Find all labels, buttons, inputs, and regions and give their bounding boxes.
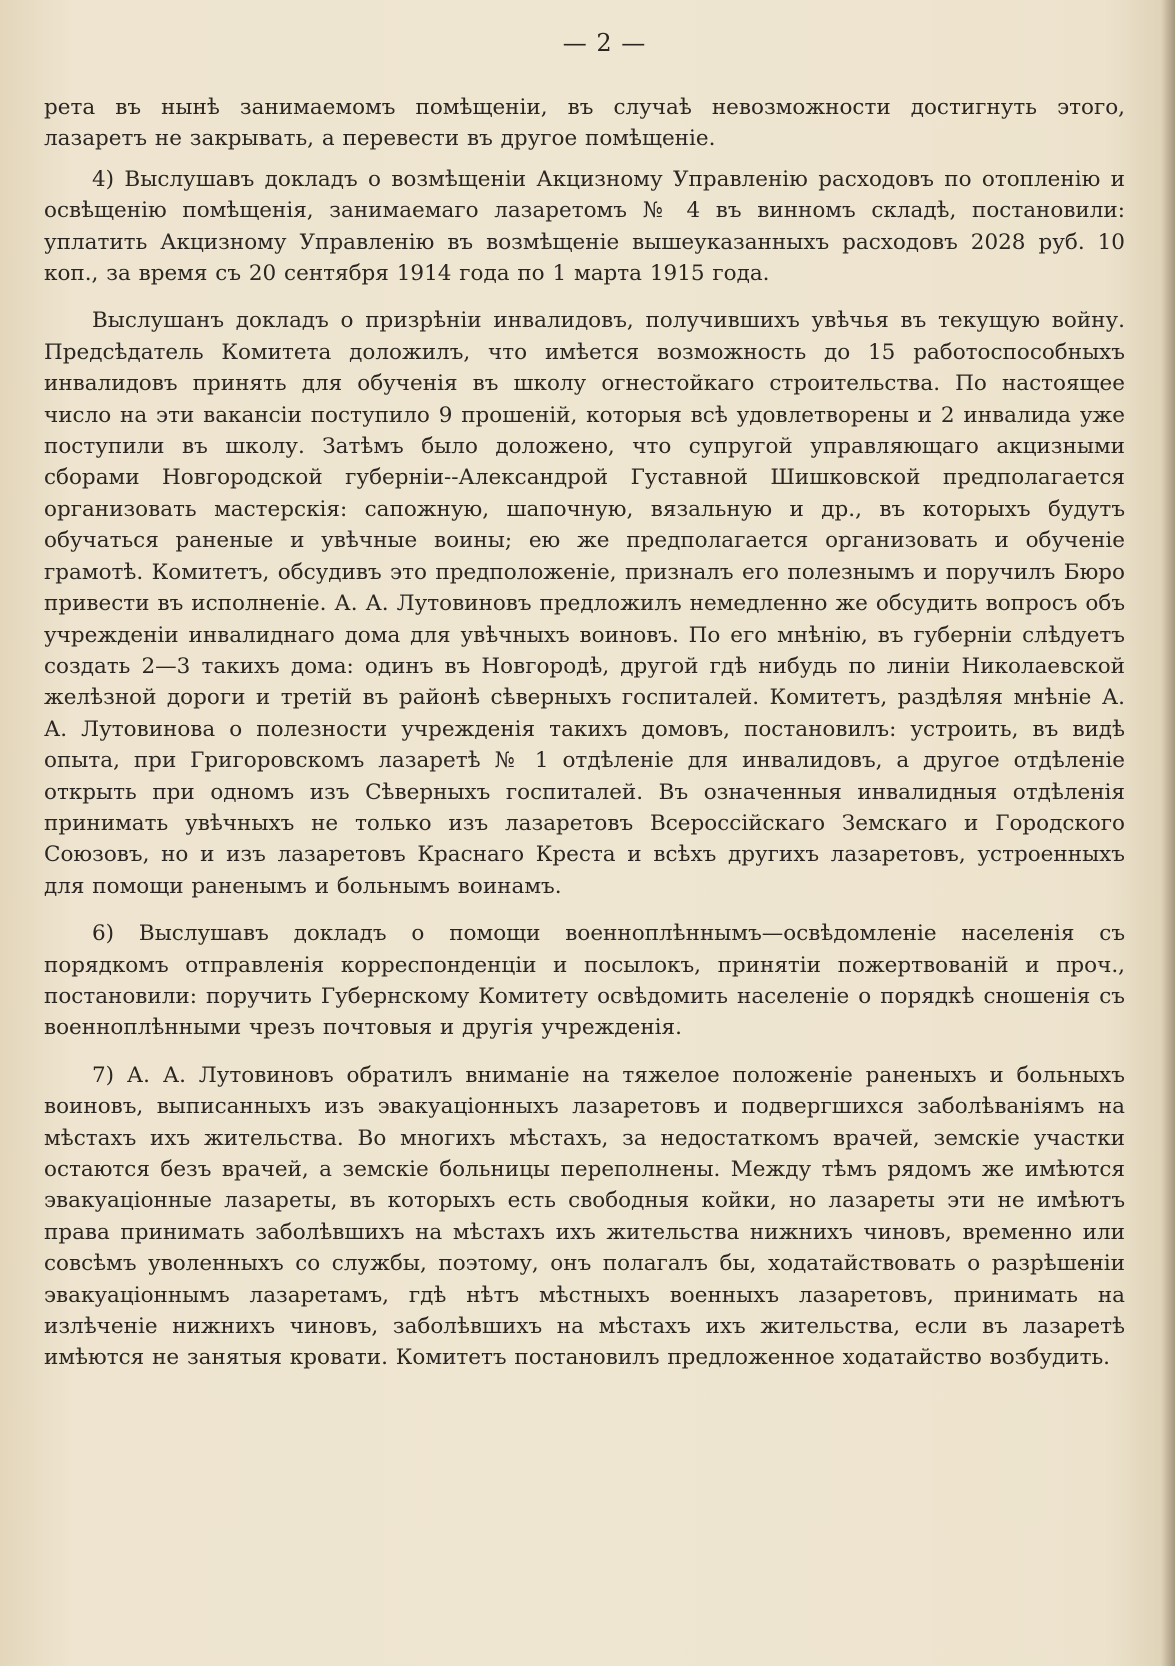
page-edge-shadow xyxy=(1161,0,1175,1666)
paragraph-item-5: Выслушанъ докладъ о призрѣніи инвалидовъ, получившихъ увѣчья въ текущую войну. Предсѣдатель Комитета доложилъ, что имѣется возможность до 15 работоспособныхъ инвалидовъ принять для обученія въ школу огнестойкаго строительства. По настоящее число на эти вакансіи поступило 9 прошеній, которыя всѣ удовлетворены и 2 инвалида уже поступили въ школу. Затѣмъ было доложено, что супругой управляющаго акцизными сборами Новгородской губерніи--Александрой Густавной Шишковской предполагается организовать мастерскія: сапожную, шапочную, вязальную и др., въ которыхъ будутъ обучаться раненые и увѣчные воины; ею же предполагается организовать и обученіе грамотѣ. Комитетъ, обсудивъ это предположеніе, призналъ его полезнымъ и поручилъ Бюро привести въ исполненіе. А. А. Лутовиновъ предложилъ немедленно же обсудить вопросъ объ учрежденіи инвалиднаго дома для увѣчныхъ воиновъ. По его мнѣнію, въ губерніи слѣдуетъ создать 2—3 такихъ дома: одинъ въ Новгородѣ, другой гдѣ нибудь по линіи Николаевской желѣзной дороги и третій въ районѣ сѣверныхъ госпиталей. Комитетъ, раздѣляя мнѣніе А. А. Лутовинова о полезности учрежденія такихъ домовъ, постановилъ: устроить, въ видѣ опыта, при Григоровскомъ лазаретѣ № 1 отдѣленіе для инвалидовъ, а другое отдѣленіе открыть при одномъ изъ Сѣверныхъ госпиталей. Въ означенныя инвалидныя отдѣленія принимать увѣчныхъ не только изъ лазаретовъ Всероссійскаго Земскаго и Городского Союзовъ, но и изъ лазаретовъ Краснаго Креста и всѣхъ другихъ лазаретовъ, устроенныхъ для помощи раненымъ и больнымъ воинамъ. xyxy=(44,308,1125,899)
paragraph-item-6: 6) Выслушавъ докладъ о помощи военноплѣннымъ—освѣдомленіе населенія съ порядкомъ отправленія корреспонденціи и посылокъ, принятіи пожертвованій и проч., постановили: поручить Губернскому Комитету освѣдомить населеніе о порядкѣ сношенія съ военноплѣнными чрезъ почтовыя и другія учрежденія. xyxy=(44,921,1125,1041)
page-number: — 2 — xyxy=(562,29,647,57)
paragraph-item-4: 4) Выслушавъ докладъ о возмѣщеніи Акцизному Управленію расходовъ по отопленію и освѣщенію помѣщенія, занимаемаго лазаретомъ № 4 въ винномъ складѣ, постановили: уплатить Акцизному Управленію въ возмѣщеніе вышеуказанныхъ расходовъ 2028 руб. 10 коп., за время съ 20 сентября 1914 года по 1 марта 1915 года. xyxy=(44,166,1125,287)
paragraph-item-7: 7) А. А. Лутовиновъ обратилъ вниманіе на тяжелое положеніе раненыхъ и больныхъ воиновъ, выписанныхъ изъ эвакуаціонныхъ лазаретовъ и подвергшихся заболѣваніямъ на мѣстахъ ихъ жительства. Во многихъ мѣстахъ, за недостаткомъ врачей, земскіе участки остаются безъ врачей, а земскіе больницы переполнены. Между тѣмъ рядомъ же имѣются эвакуаціонные лазареты, въ которыхъ есть свободныя койки, но лазареты эти не имѣютъ права принимать заболѣвшихъ на мѣстахъ ихъ жительства нижнихъ чиновъ, временно или совсѣмъ уволенныхъ со службы, поэтому, онъ полагалъ бы, ходатайствовать о разрѣшеніи эвакуаціоннымъ лазаретамъ, гдѣ нѣтъ мѣстныхъ военныхъ лазаретовъ, принимать на излѣченіе нижнихъ чиновъ, заболѣвшихъ на мѣстахъ ихъ жительства, если въ лазаретѣ имѣются не занятыя кровати. Комитетъ постановилъ предложенное ходатайство возбудить. xyxy=(44,1062,1125,1371)
paragraph-continuation: рета въ нынѣ занимаемомъ помѣщеніи, въ случаѣ невозможности достигнуть этого, лазаретъ не закрывать, а перевести въ другое помѣщеніе. xyxy=(44,95,1125,152)
